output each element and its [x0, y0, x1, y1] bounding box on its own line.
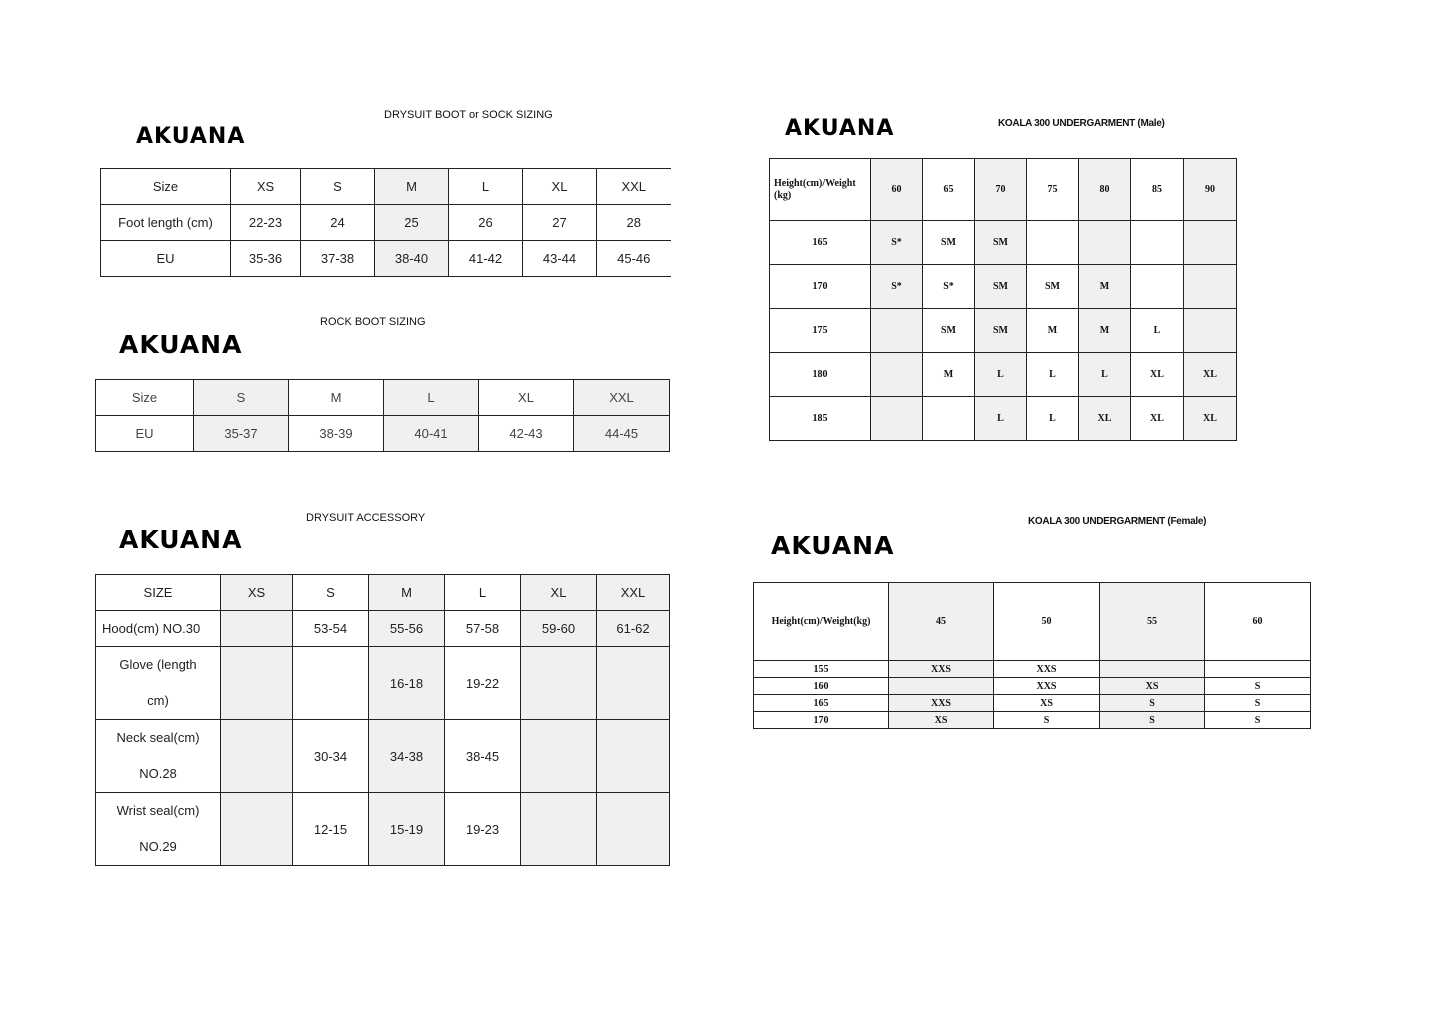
table-cell — [889, 678, 994, 695]
table-row — [754, 695, 1311, 712]
table-cell: 57-58 — [445, 611, 521, 647]
table-row — [101, 241, 671, 277]
table-cell: L — [449, 169, 523, 205]
table-cell: SM — [975, 309, 1027, 353]
table-cell: S* — [923, 265, 975, 309]
rock-boot-table — [95, 379, 670, 452]
table-cell: 160 — [754, 678, 889, 695]
table-cell: XL — [1131, 397, 1184, 441]
table-cell: SM — [923, 221, 975, 265]
koala-male-table — [769, 158, 1237, 441]
table-cell: 38-45 — [445, 720, 521, 793]
table-cell: XS — [994, 695, 1100, 712]
table-cell: L — [1079, 353, 1131, 397]
table-cell: 41-42 — [449, 241, 523, 277]
table-cell: XL — [1184, 353, 1237, 397]
table-cell: XS — [889, 712, 994, 729]
table-cell: XL — [521, 575, 597, 611]
table-cell: 170 — [754, 712, 889, 729]
table-cell: 90 — [1184, 159, 1237, 221]
koala-male-title: KOALA 300 UNDERGARMENT (Male) — [998, 118, 1165, 129]
table-cell: Wrist seal(cm) NO.29 — [96, 793, 221, 866]
table-row — [770, 353, 1237, 397]
table-cell: 19-23 — [445, 793, 521, 866]
akuana-logo: AKUANA — [136, 124, 246, 149]
table-cell: M — [1079, 265, 1131, 309]
table-cell: Height(cm)/Weight (kg) — [770, 159, 871, 221]
akuana-logo: AKUANA — [771, 531, 895, 560]
table-cell: M — [289, 380, 384, 416]
table-row — [770, 159, 1237, 221]
table-cell — [597, 720, 670, 793]
table-cell: Neck seal(cm) NO.28 — [96, 720, 221, 793]
table-cell: 35-37 — [194, 416, 289, 452]
table-cell: S — [194, 380, 289, 416]
table-cell: EU — [101, 241, 231, 277]
table-cell — [521, 793, 597, 866]
table-row — [754, 712, 1311, 729]
akuana-logo: AKUANA — [119, 525, 243, 554]
table-cell: 42-43 — [479, 416, 574, 452]
table-cell — [871, 309, 923, 353]
table-row — [754, 661, 1311, 678]
table-cell — [221, 611, 293, 647]
table-cell: XS — [231, 169, 301, 205]
table-cell: 37-38 — [301, 241, 375, 277]
table-cell: L — [1027, 397, 1079, 441]
table-cell: 60 — [1205, 583, 1311, 661]
table-cell: M — [369, 575, 445, 611]
table-cell: L — [1027, 353, 1079, 397]
table-cell: XL — [479, 380, 574, 416]
table-cell: S — [293, 575, 369, 611]
table-cell: Size — [96, 380, 194, 416]
table-cell: XXS — [889, 695, 994, 712]
table-cell — [293, 647, 369, 720]
table-cell: L — [384, 380, 479, 416]
boot-sock-title: DRYSUIT BOOT or SOCK SIZING — [384, 109, 553, 121]
table-cell: Glove (length cm) — [96, 647, 221, 720]
table-cell — [597, 647, 670, 720]
table-cell: XL — [1079, 397, 1131, 441]
table-cell: 185 — [770, 397, 871, 441]
table-cell: 27 — [523, 205, 597, 241]
table-cell: M — [1027, 309, 1079, 353]
rock-boot-title: ROCK BOOT SIZING — [320, 316, 426, 328]
table-cell: L — [975, 353, 1027, 397]
table-cell: 55-56 — [369, 611, 445, 647]
table-cell — [1184, 221, 1237, 265]
table-row — [96, 793, 670, 866]
table-cell: XS — [221, 575, 293, 611]
table-cell — [1100, 661, 1205, 678]
table-cell — [1131, 221, 1184, 265]
table-cell: 40-41 — [384, 416, 479, 452]
table-cell: XL — [523, 169, 597, 205]
table-row — [96, 611, 670, 647]
table-cell: SIZE — [96, 575, 221, 611]
table-cell: 80 — [1079, 159, 1131, 221]
table-cell: S — [1205, 678, 1311, 695]
table-cell: 175 — [770, 309, 871, 353]
table-cell: EU — [96, 416, 194, 452]
table-cell: 38-40 — [375, 241, 449, 277]
table-cell: 28 — [597, 205, 671, 241]
table-cell: Foot length (cm) — [101, 205, 231, 241]
table-cell: S — [301, 169, 375, 205]
table-row — [770, 265, 1237, 309]
table-cell: 53-54 — [293, 611, 369, 647]
table-cell: M — [1079, 309, 1131, 353]
table-cell: 19-22 — [445, 647, 521, 720]
table-cell: M — [923, 353, 975, 397]
table-cell — [1184, 265, 1237, 309]
table-cell: 170 — [770, 265, 871, 309]
table-cell: 165 — [770, 221, 871, 265]
table-cell: Height(cm)/Weight(kg) — [754, 583, 889, 661]
table-cell: 15-19 — [369, 793, 445, 866]
table-cell: XL — [1184, 397, 1237, 441]
table-row — [96, 416, 670, 452]
table-cell: 59-60 — [521, 611, 597, 647]
table-row — [101, 205, 671, 241]
table-cell: 44-45 — [574, 416, 670, 452]
table-cell — [1131, 265, 1184, 309]
table-cell: L — [445, 575, 521, 611]
accessory-table — [95, 574, 670, 866]
table-cell: XS — [1100, 678, 1205, 695]
table-cell: 26 — [449, 205, 523, 241]
table-cell: 60 — [871, 159, 923, 221]
table-cell: 34-38 — [369, 720, 445, 793]
table-cell — [871, 353, 923, 397]
table-cell: S* — [871, 265, 923, 309]
table-row — [770, 397, 1237, 441]
table-cell: 75 — [1027, 159, 1079, 221]
table-cell — [1079, 221, 1131, 265]
table-cell: 55 — [1100, 583, 1205, 661]
boot-sock-table — [100, 168, 671, 277]
table-cell: XXL — [574, 380, 670, 416]
table-cell: 180 — [770, 353, 871, 397]
table-cell: L — [975, 397, 1027, 441]
table-cell: 30-34 — [293, 720, 369, 793]
koala-female-table — [753, 582, 1311, 729]
table-cell: S — [1205, 695, 1311, 712]
table-cell: 165 — [754, 695, 889, 712]
table-cell: XL — [1131, 353, 1184, 397]
table-cell — [221, 647, 293, 720]
table-cell — [521, 647, 597, 720]
table-cell: 25 — [375, 205, 449, 241]
table-cell: S — [1100, 695, 1205, 712]
table-cell: 16-18 — [369, 647, 445, 720]
table-cell: 85 — [1131, 159, 1184, 221]
table-cell: 43-44 — [523, 241, 597, 277]
table-cell: SM — [1027, 265, 1079, 309]
table-cell: L — [1131, 309, 1184, 353]
table-cell: SM — [975, 265, 1027, 309]
table-cell: 155 — [754, 661, 889, 678]
table-cell: S — [994, 712, 1100, 729]
table-cell: 22-23 — [231, 205, 301, 241]
table-cell: Hood(cm) NO.30 — [96, 611, 221, 647]
table-cell: XXS — [889, 661, 994, 678]
table-row — [96, 380, 670, 416]
table-cell: 35-36 — [231, 241, 301, 277]
table-cell — [597, 793, 670, 866]
akuana-logo: AKUANA — [785, 116, 895, 141]
table-row — [96, 647, 670, 720]
table-cell — [871, 397, 923, 441]
table-row — [770, 221, 1237, 265]
table-cell: 24 — [301, 205, 375, 241]
table-cell — [1184, 309, 1237, 353]
table-cell: 38-39 — [289, 416, 384, 452]
table-cell: Size — [101, 169, 231, 205]
table-cell — [221, 793, 293, 866]
table-cell — [521, 720, 597, 793]
table-row — [754, 678, 1311, 695]
table-cell: XXS — [994, 661, 1100, 678]
table-cell: 45-46 — [597, 241, 671, 277]
table-cell: M — [375, 169, 449, 205]
table-row — [96, 720, 670, 793]
table-cell — [923, 397, 975, 441]
table-cell: 70 — [975, 159, 1027, 221]
accessory-title: DRYSUIT ACCESSORY — [306, 512, 426, 524]
table-cell: SM — [975, 221, 1027, 265]
table-row — [96, 575, 670, 611]
table-row — [754, 583, 1311, 661]
table-cell — [221, 720, 293, 793]
table-cell: 12-15 — [293, 793, 369, 866]
table-cell: 45 — [889, 583, 994, 661]
koala-female-title: KOALA 300 UNDERGARMENT (Female) — [1028, 516, 1207, 527]
table-cell: S — [1100, 712, 1205, 729]
akuana-logo: AKUANA — [119, 330, 243, 359]
table-cell: XXL — [597, 575, 670, 611]
table-row — [770, 309, 1237, 353]
table-cell: S* — [871, 221, 923, 265]
table-cell: XXL — [597, 169, 671, 205]
table-row — [101, 169, 671, 205]
table-cell: 65 — [923, 159, 975, 221]
table-cell: XXS — [994, 678, 1100, 695]
table-cell: 50 — [994, 583, 1100, 661]
table-cell — [1205, 661, 1311, 678]
table-cell — [1027, 221, 1079, 265]
table-cell: SM — [923, 309, 975, 353]
table-cell: 61-62 — [597, 611, 670, 647]
table-cell: S — [1205, 712, 1311, 729]
